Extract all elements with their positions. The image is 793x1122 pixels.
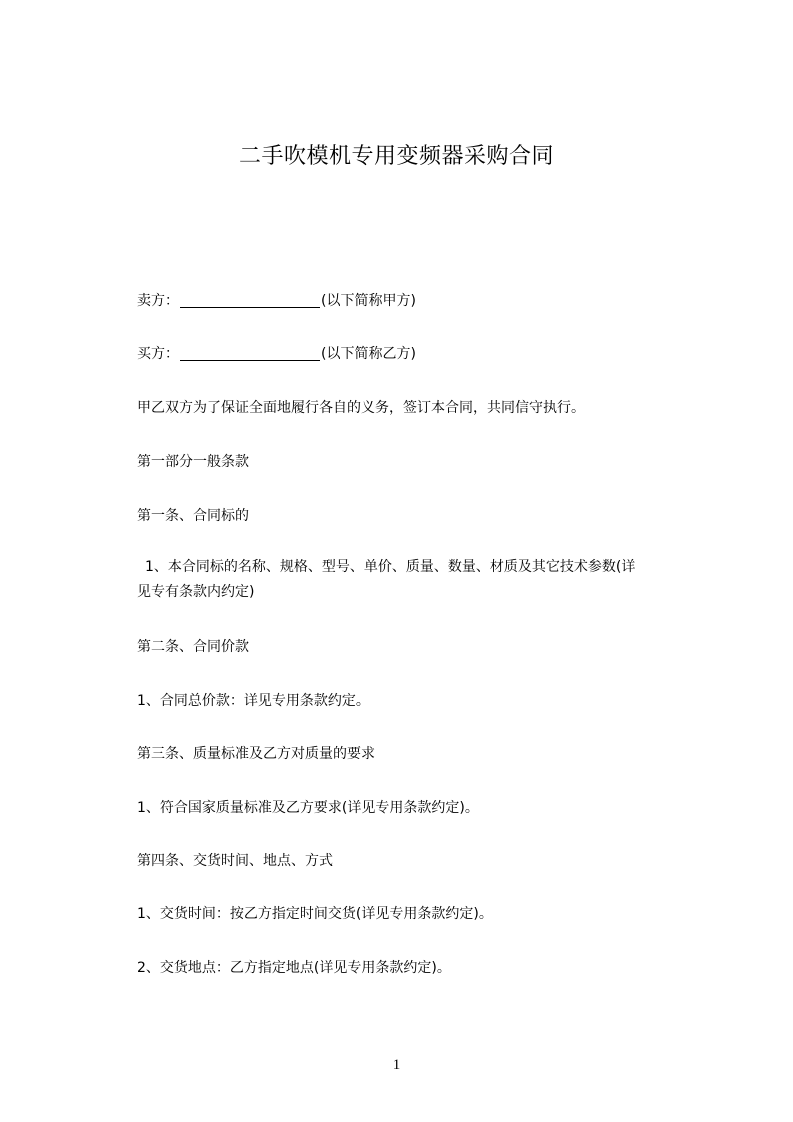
buyer-line	[137, 343, 717, 365]
article4-heading: 第四条、交货时间、地点、方式	[137, 853, 333, 869]
article1-item1-line2: 见专有条款内约定)	[137, 584, 255, 600]
article4-item2: 2、交货地点：乙方指定地点(详见专用条款约定)。	[137, 960, 451, 976]
seller-suffix: (以下简称甲方)	[321, 293, 416, 309]
seller-blank	[180, 292, 320, 308]
article2-heading: 第二条、合同价款	[137, 639, 249, 655]
article3-item1: 1、符合国家质量标准及乙方要求(详见专用条款约定)。	[137, 800, 479, 816]
buyer-label: 买方：	[137, 346, 179, 362]
buyer-suffix: (以下简称乙方)	[321, 346, 416, 362]
article1-item1-line1: 1、本合同标的名称、规格、型号、单价、质量、数量、材质及其它技术参数(详	[145, 559, 636, 575]
seller-line	[137, 290, 717, 312]
article2-item1: 1、合同总价款：详见专用条款约定。	[137, 693, 370, 709]
seller-label: 卖方：	[137, 293, 179, 309]
article1-heading: 第一条、合同标的	[137, 508, 249, 524]
page-number: 1	[392, 1057, 401, 1073]
document-title: 二手吹模机专用变频器采购合同	[238, 144, 554, 169]
article4-item1: 1、交货时间：按乙方指定时间交货(详见专用条款约定)。	[137, 906, 493, 922]
article3-heading: 第三条、质量标准及乙方对质量的要求	[137, 746, 375, 762]
part1-heading: 第一部分一般条款	[137, 454, 249, 470]
buyer-blank	[180, 345, 320, 361]
intro-paragraph: 甲乙双方为了保证全面地履行各自的义务，签订本合同，共同信守执行。	[137, 400, 585, 416]
